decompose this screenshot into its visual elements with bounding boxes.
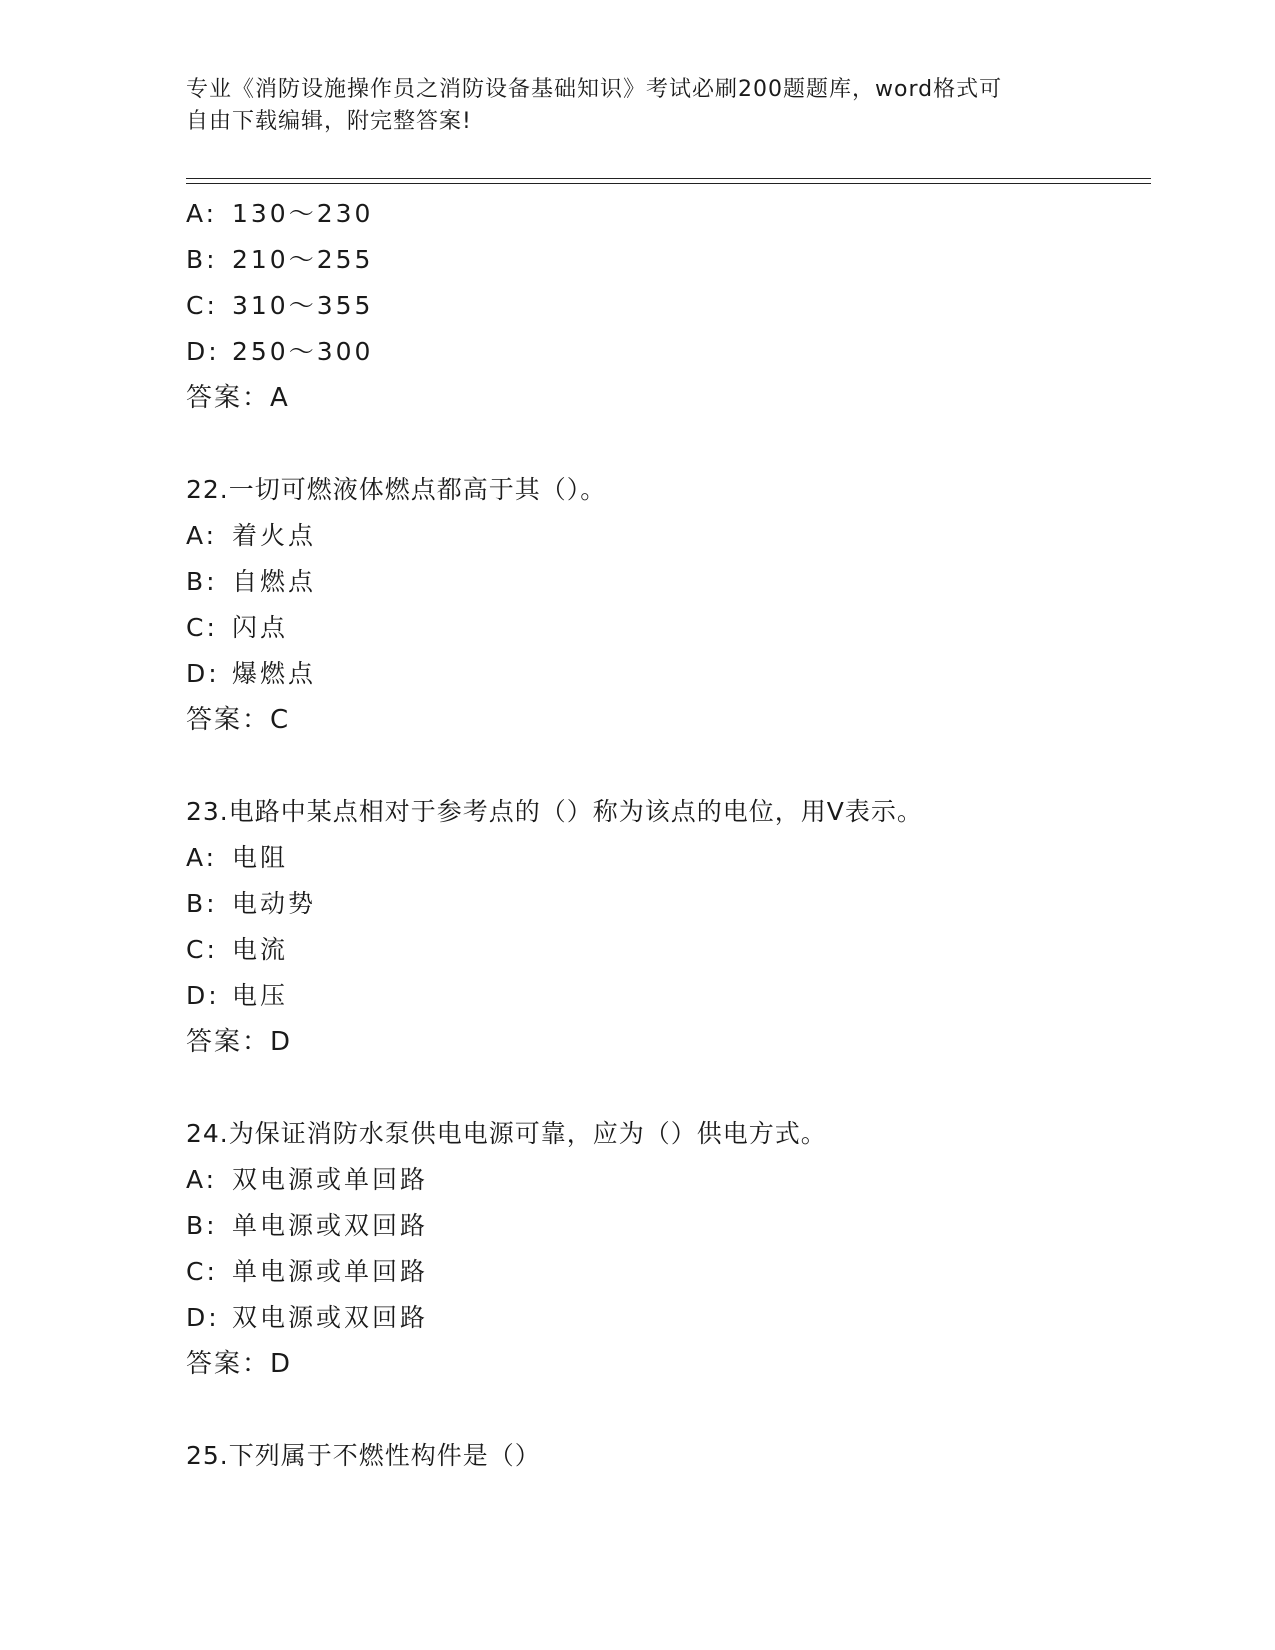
option-key: D: <box>186 337 220 366</box>
option-key: C: <box>186 613 218 642</box>
option-d <box>186 651 1146 697</box>
option-key: C: <box>186 291 218 320</box>
option-text: 310～355 <box>232 291 374 320</box>
header-divider-bottom <box>186 183 1151 184</box>
option-b <box>186 237 1146 283</box>
option-b <box>186 881 1146 927</box>
question-24 <box>186 1111 1146 1387</box>
option-text: 单电源或单回路 <box>232 1257 429 1286</box>
option-key: A: <box>186 521 218 550</box>
answer-line: 答案：C <box>186 705 291 735</box>
spacer <box>186 1387 1146 1433</box>
option-c <box>186 927 1146 973</box>
option-c <box>186 605 1146 651</box>
option-b <box>186 1203 1146 1249</box>
option-c <box>186 1249 1146 1295</box>
option-d <box>186 329 1146 375</box>
question-25 <box>186 1433 1146 1479</box>
option-text: 电流 <box>232 935 289 964</box>
option-text: 双电源或双回路 <box>232 1303 429 1332</box>
option-key: C: <box>186 935 218 964</box>
option-key: A: <box>186 843 218 872</box>
question-22 <box>186 467 1146 743</box>
spacer <box>186 421 1146 467</box>
option-d <box>186 1295 1146 1341</box>
option-text: 闪点 <box>232 613 289 642</box>
option-key: D: <box>186 1303 220 1332</box>
option-key: D: <box>186 981 220 1010</box>
option-text: 210～255 <box>232 245 374 274</box>
spacer <box>186 1065 1146 1111</box>
header-divider-top <box>186 178 1151 179</box>
option-key: A: <box>186 1165 218 1194</box>
option-key: B: <box>186 245 218 274</box>
option-text: 自燃点 <box>232 567 317 596</box>
question-list <box>186 191 1146 1479</box>
question-stem: 24.为保证消防水泵供电电源可靠，应为（）供电方式。 <box>186 1119 827 1148</box>
option-a <box>186 835 1146 881</box>
option-c <box>186 283 1146 329</box>
option-text: 130～230 <box>232 199 374 228</box>
option-key: D: <box>186 659 220 688</box>
question-21-continued <box>186 191 1146 421</box>
option-text: 250～300 <box>232 337 374 366</box>
document-header <box>186 74 1086 138</box>
question-23 <box>186 789 1146 1065</box>
answer-line: 答案：A <box>186 383 290 413</box>
header-title-line-2: 自由下载编辑，附完整答案! <box>186 109 472 134</box>
option-a <box>186 1157 1146 1203</box>
question-stem: 22.一切可燃液体燃点都高于其（）。 <box>186 475 607 504</box>
option-text: 单电源或双回路 <box>232 1211 429 1240</box>
option-key: B: <box>186 889 218 918</box>
spacer <box>186 743 1146 789</box>
option-key: B: <box>186 567 218 596</box>
answer-line: 答案：D <box>186 1349 293 1379</box>
option-b <box>186 559 1146 605</box>
option-key: A: <box>186 199 218 228</box>
header-title-line-1: 专业《消防设施操作员之消防设备基础知识》考试必刷200题题库，word格式可 <box>186 77 1003 102</box>
option-a <box>186 513 1146 559</box>
option-text: 电阻 <box>232 843 289 872</box>
question-stem: 25.下列属于不燃性构件是（） <box>186 1441 541 1470</box>
option-key: B: <box>186 1211 218 1240</box>
question-stem: 23.电路中某点相对于参考点的（）称为该点的电位，用V表示。 <box>186 797 923 826</box>
option-text: 爆燃点 <box>232 659 317 688</box>
option-text: 双电源或单回路 <box>232 1165 429 1194</box>
option-d <box>186 973 1146 1019</box>
option-text: 着火点 <box>232 521 317 550</box>
option-a <box>186 191 1146 237</box>
option-key: C: <box>186 1257 218 1286</box>
option-text: 电动势 <box>232 889 317 918</box>
option-text: 电压 <box>232 981 289 1010</box>
answer-line: 答案：D <box>186 1027 293 1057</box>
